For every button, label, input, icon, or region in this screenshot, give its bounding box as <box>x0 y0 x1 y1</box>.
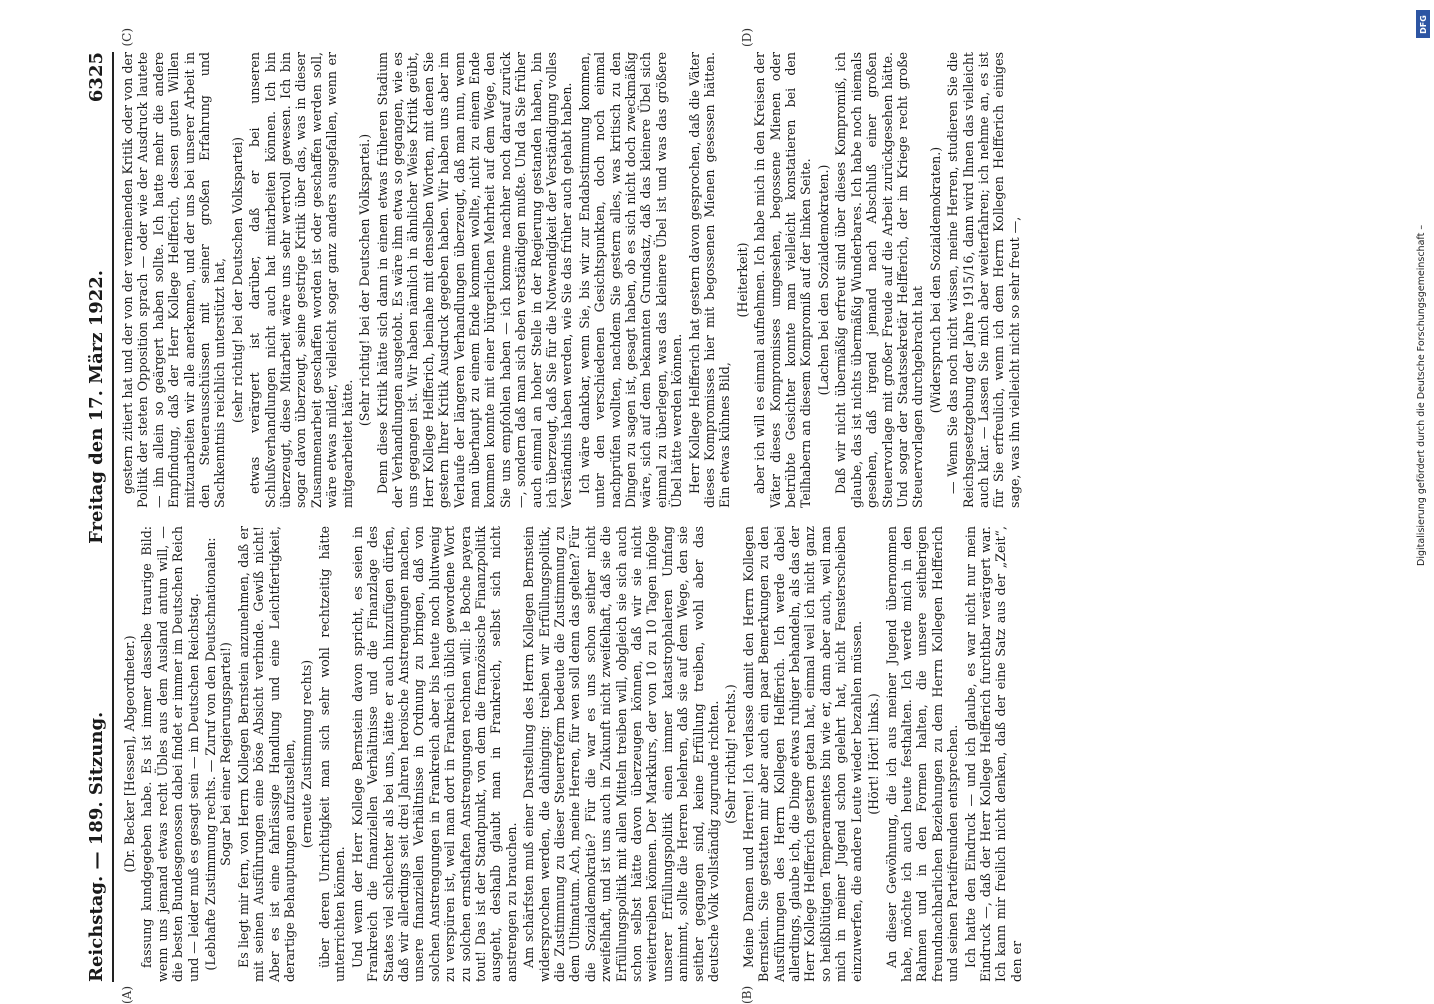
col1-paragraph: fassung kundgegeben habe. Es ist immer dasselbe traurige Bild: wenn uns jemand etwas recht Übles aus dem Ausland antun will, — die besten Bundesgenossen dabei findet er immer im Deutschen Reich und — leider muß es gesagt sein — im Deutschen Reichstag. <box>139 526 201 982</box>
paper <box>80 28 1410 1004</box>
column-right <box>120 28 1400 508</box>
text-columns <box>120 28 1400 1004</box>
page-header <box>80 52 114 982</box>
page-number: 6325 <box>85 52 107 103</box>
col2-paragraph: (Lachen bei den Sozialdemokraten.) <box>815 164 831 396</box>
col1-paragraph: (Lebhafte Zustimmung rechts. — Zuruf von den Deutschnationalen: Sogar bei einer Regierungspartei!) <box>203 537 234 971</box>
col2-paragraph: aber ich will es einmal aufnehmen. Ich habe mich in den Kreisen der Väter dieses Kompromisses umgesehen, begossene Mienen oder betrübte Gesichter konnte man vielleicht konstatieren bei den Teilhabern an diesem Kompromiß auf der linken Seite. <box>752 52 814 508</box>
digitization-credit <box>1414 10 1432 570</box>
dfg-logo: DFG <box>1416 10 1430 38</box>
col1-paragraph: (Hört! Hört! links.) <box>866 693 882 815</box>
col1-paragraph: (erneute Zustimmung rechts) <box>299 659 315 849</box>
col2-paragraph: — Wenn Sie das noch nicht wissen, meine Herren, studieren Sie die Reichsgesetzgebung der Jahre 1915/16, dann wird Ihnen das vielleicht auch klar. — Lassen Sie mich aber weiterfahren; ich nehme an, es ist für Sie erfreulich, wenn ich dem Herrn Kollegen Helfferich einiges sage, was ihn vielleicht nicht so sehr freut —, <box>945 52 1022 508</box>
col1-paragraph: Am schärfsten muß einer Darstellung des Herrn Kollegen Bernstein widersprochen werden, die dahinging: treiben wir Erfüllungspolitik, die Zustimmung zu dieser Steuerreform bedeute die Zustimmung zu dem Ultimatum. Ach, meine Herren, für wen soll denn das gelten? Für die Sozialdemokratie? Für die war es uns schon seither nicht zweifelhaft, und ist uns auch in Zukunft nicht zweifelhaft, daß sie die Erfüllungspolitik mit allen Mitteln treiben will, obgleich sie sich auch schon selbst hätte davon überzeugen können, daß wir sie nicht weitertreiben können. Der Markkurs, der von 10 zu 10 Tagen infolge unserer Erfüllungspolitik einen immer katastrophaleren Umfang annimmt, sollte die Herren belehren, daß sie auf dem Wege, den sie seither gegangen sind, keine Erfüllung treiben, wohl aber das deutsche Volk vollständig zugrunde richten. <box>521 526 722 982</box>
rotated-page <box>80 28 1410 1004</box>
col1-paragraph: Meine Damen und Herren! Ich verlasse damit den Herrn Kollegen Bernstein. Sie gestatten mir aber auch ein paar Bemerkungen zu den Ausführungen des Herrn Kollegen Helfferich. Ich werde dabei allerdings, glaube ich, die Dinge etwas ruhiger behandeln, als das der Herr Kollege Helfferich gestern getan hat, einmal weil ich nicht ganz so heißblütigen Temperamentes bin wie er, dann aber auch, weil man mich in meiner Jugend schon gelehrt hat, nicht Fensterscheiben einzuwerfen, die andere Leute wieder bezahlen müssen. <box>740 526 864 982</box>
col1-paragraph: An dieser Gewöhnung, die ich aus meiner Jugend übernommen habe, möchte ich auch heute festhalten. Ich werde mich in den Rahmen und in den Formen halten, die unsere seitherigen freundnachbarlichen Beziehungen zu dem Herrn Kollegen Helfferich und seinen Parteifreunden entsprechen. <box>883 526 961 982</box>
col2-paragraph: (Widerspruch bei den Sozialdemokraten.) <box>927 146 943 414</box>
col2-paragraph: Daß wir nicht übermäßig erfreut sind über dieses Kompromiß, ich glaube, das ist nichts übermäßig Wunderbares. Ich habe noch niemals gesehen, daß irgend jemand nach Abschluß einer großen Steuervorlage mit großer Freude auf die Arbeit zurückgesehen hätte. Und sogar der Staatssekretär Helfferich, der im Kriege recht große Steuervorlagen durchgebracht hat <box>833 52 926 508</box>
col2-paragraph: (Sehr richtig! bei der Deutschen Volkspartei.) <box>357 133 373 427</box>
col1-paragraph: über deren Unrichtigkeit man sich sehr wohl rechtzeitig hätte unterrichten können. <box>316 526 348 982</box>
margin-marker-b: (B) <box>740 985 754 1004</box>
col2-paragraph: (Heiterkeit) <box>734 242 750 318</box>
col1-paragraph: (Sehr richtig! rechts.) <box>723 684 739 824</box>
col2-paragraph: (sehr richtig! bei der Deutschen Volkspartei) <box>229 136 245 424</box>
margin-marker-c: (C) <box>120 28 134 47</box>
header-date: Freitag den 17. März 1922. <box>85 269 107 544</box>
column-left <box>120 526 1400 1004</box>
col1-paragraph: (Dr. Becker [Hessen], Abgeordneter.) <box>122 635 137 873</box>
page-inner <box>80 28 1410 1004</box>
col2-paragraph: gestern zitiert hat und der von der verneinenden Kritik oder von der Politik der steten Opposition sprach — oder wie der Ausdruck lautete — ihn allein so geärgert haben sollte. Ich hatte mehr die andere Empfindung, daß der Herr Kollege Helfferich, dessen guten Willen mitzuarbeiten wir alle anerkennen, und der uns bei unserer Arbeit in den Steuerausschüssen mit seiner großen Erfahrung und Sachkenntnis reichlich unterstützt hat, <box>120 52 228 508</box>
col1-paragraph: Und wenn der Herr Kollege Bernstein davon spricht, es seien in Frankreich die finanziellen Verhältnisse und die Finanzlage des Staates viel schlechter als bei uns, hätte er auch hinzufügen dürfen, daß wir allerdings seit drei Jahren heroische Anstrengungen machen, unsere finanziellen Verhältnisse in Ordnung zu bringen, daß von solchen Anstrengungen in Frankreich aber bis heute noch blutwenig zu verspüren ist, weil man dort in Frankreich üblich gewordene Wort zu solchen ernsthaften Anstrengungen rechnen will: le Boche payera tout! Das ist der Standpunkt, von dem die französische Finanzpolitik ausgeht, deshalb glaubt man in Frankreich, selbst sich nicht anstrengen zu brauchen. <box>349 526 519 982</box>
margin-marker-a: (A) <box>120 985 134 1004</box>
col1-paragraph: Es liegt mir fern, von Herrn Kollegen Bernstein anzunehmen, daß er mit seinen Ausführungen eine böse Absicht verbinde. Gewiß nicht! Aber es ist eine fahrlässige Handlung und eine Leichtfertigkeit, derartige Behauptungen aufzustellen, <box>235 526 298 982</box>
digitization-text: Digitalisierung gefördert durch die Deutsche Forschungsgemeinschaft – <box>1416 224 1427 566</box>
col2-paragraph: Denn diese Kritik hätte sich dann in einem etwas früheren Stadium der Verhandlungen ausgetobt. Es wäre ihm etwa so gegangen, wie es uns gegangen ist. Wir haben nämlich in ähnlicher Weise Kritik geübt, Herr Kollege Helfferich, beinahe mit denselben Worten, mit denen Sie gestern Ihrer Kritik Ausdruck gegeben haben. Wir haben uns aber im Verlaufe der längeren Verhandlungen überzeugt, daß man nun, wenn man überhaupt zu einem Ende kommen wollte, nicht zu einem Ende kommen konnte mit einer bürgerlichen Mehrheit auf dem Wege, den Sie uns empfohlen haben — ich komme nachher noch darauf zurück —, sondern daß man sich eben verständigen mußte. Und da Sie früher auch einmal an hoher Stelle in der Regierung gestanden haben, bin ich überzeugt, daß Sie für die Notwendigkeit der Verständigung volles Verständnis haben werden, wie Sie das früher auch gehabt haben. <box>374 52 575 508</box>
col2-paragraph: Ich wäre dankbar, wenn Sie, bis wir zur Endabstimmung kommen, unter den verschiedenen Gesichtspunkten, doch noch einmal nachprüfen wollten, nachdem Sie gestern alles, was kritisch zu den Dingen zu sagen ist, gesagt haben, ob es sich nicht doch zweckmäßig wäre, sich auf dem bekannten Grundsatz, daß das kleinere Übel sich einmal zu überlegen, was das kleinere Übel ist und was das größere Übel hätte werden können. <box>576 52 685 508</box>
header-session: Reichstag. — 189. Sitzung. <box>85 711 107 982</box>
margin-marker-d: (D) <box>740 28 754 47</box>
col2-paragraph: Herr Kollege Helfferich hat gestern davon gesprochen, daß die Väter dieses Kompromisses hier mit begossenen Mienen gesessen hätten. Ein etwas kühnes Bild, <box>686 52 733 508</box>
col2-paragraph: etwas verärgert ist darüber, daß er bei unseren Schlußverhandlungen nicht auch hat mitarbeiten können. Ich bin überzeugt, diese Mitarbeit wäre uns sehr wertvoll gewesen. Ich bin sogar davon überzeugt, seine gestrige Kritik über das, was in dieser Zusammenarbeit geschaffen worden ist oder geschaffen werden soll, wäre etwas milder, vielleicht sogar ganz anders ausgefallen, wenn er mitgearbeitet hätte. <box>247 52 355 508</box>
col1-paragraph: Ich hatte den Eindruck — und ich glaube, es war nicht nur mein Eindruck —, daß der Herr Kollege Helfferich furchtbar verärgert war. Ich kann mir freilich nicht denken, daß der eine Satz aus der „Zeit“, den er <box>962 526 1024 982</box>
